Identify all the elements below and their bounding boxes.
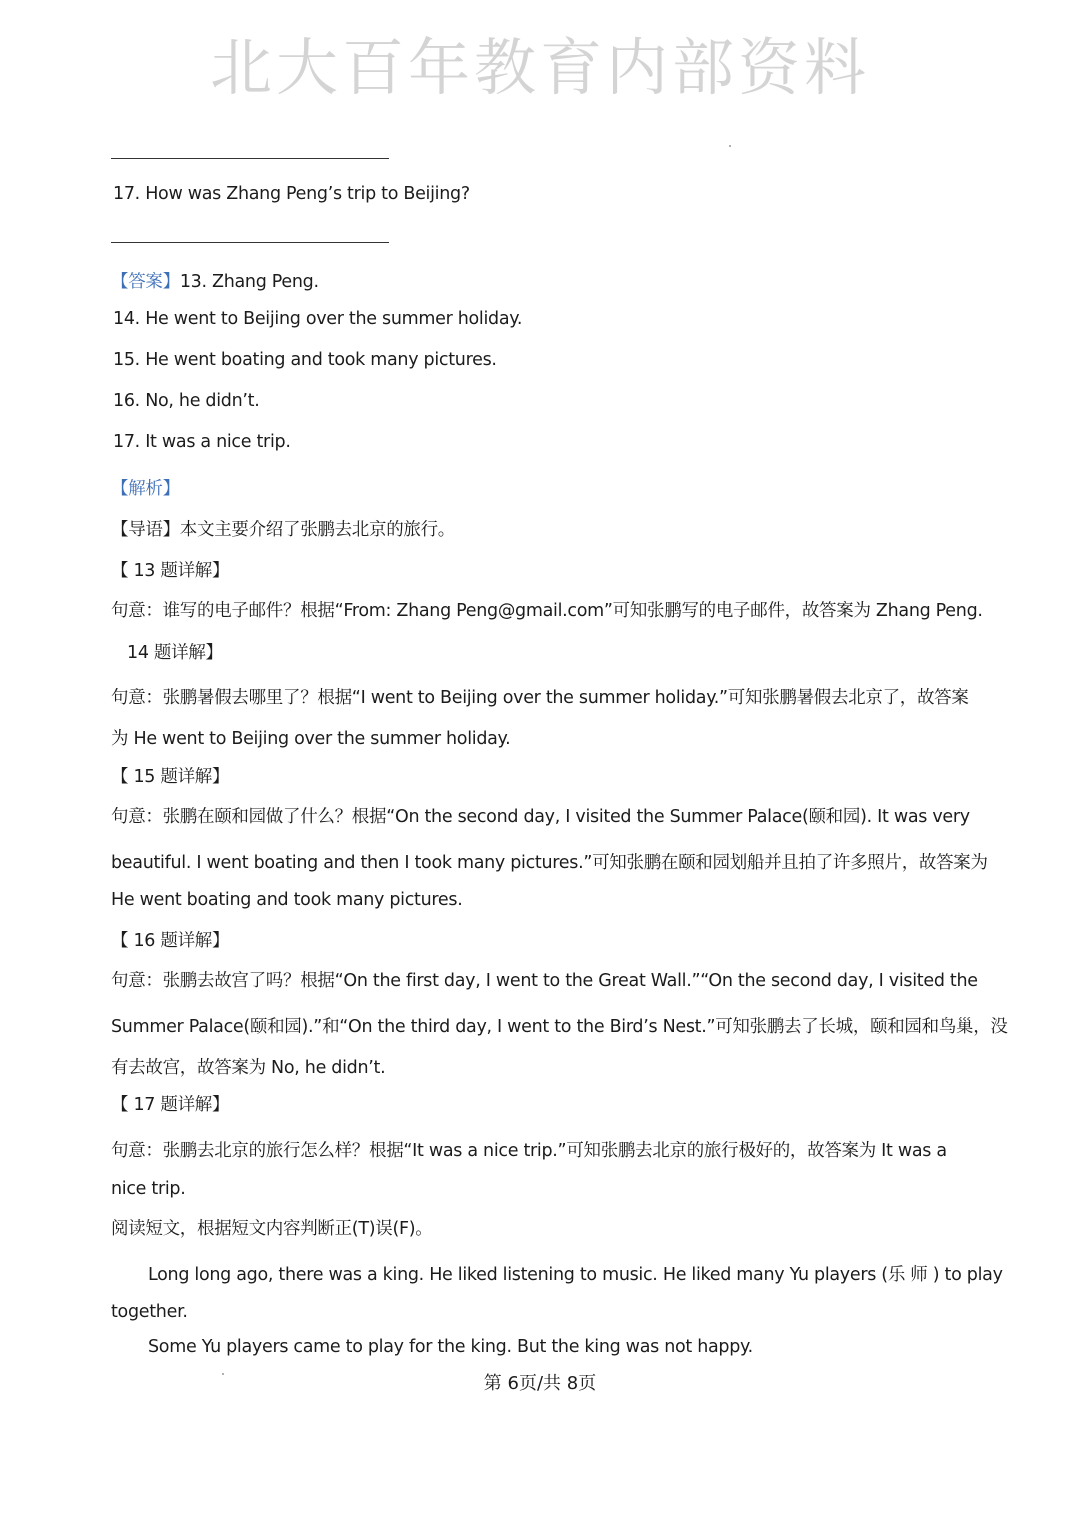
heading-17: 【 17 题详解】 (111, 1095, 230, 1115)
heading-14: 14 题详解】 (127, 643, 223, 663)
analysis-intro: 【导语】本文主要介绍了张鹏去北京的旅行。 (111, 520, 455, 540)
detail-14-line-2: 为 He went to Beijing over the summer holiday. (111, 729, 511, 749)
passage-p2: Some Yu players came to play for the king. But the king was not happy. (148, 1337, 753, 1357)
answer-17: 17. It was a nice trip. (113, 432, 291, 452)
answer-tag: 【答案】 (111, 272, 180, 292)
detail-16-line-3: 有去故宫，故答案为 No, he didn’t. (111, 1058, 386, 1078)
watermark: 北大百年教育内部资料 (209, 31, 870, 104)
question-17: 17. How was Zhang Peng’s trip to Beijing? (113, 184, 470, 204)
detail-16-line-1: 句意：张鹏去故宫了吗？根据“On the first day, I went to the Great Wall.”“On the second day, I visited the (111, 971, 978, 991)
detail-14-line-1: 句意：张鹏暑假去哪里了？根据“I went to Beijing over the summer holiday.”可知张鹏暑假去北京了，故答案 (111, 688, 969, 708)
reading-instruction: 阅读短文，根据短文内容判断正(T)误(F)。 (111, 1219, 433, 1239)
detail-15-line-2: beautiful. I went boating and then I took many pictures.”可知张鹏在颐和园划船并且拍了许多照片，故答案为 (111, 853, 988, 873)
detail-17-line-1: 句意：张鹏去北京的旅行怎么样？根据“It was a nice trip.”可知张鹏去北京的旅行极好的，故答案为 It was a (111, 1141, 947, 1161)
analysis-tag: 【解析】 (111, 479, 180, 499)
heading-15: 【 15 题详解】 (111, 767, 230, 787)
passage-p1-line-2: together. (111, 1302, 188, 1322)
detail-16-line-2: Summer Palace(颐和园).”和“On the third day, I went to the Bird’s Nest.”可知张鹏去了长城，颐和园和鸟巢，没 (111, 1017, 1008, 1037)
detail-17-line-2: nice trip. (111, 1179, 186, 1199)
answer-13-line (111, 268, 319, 293)
detail-13: 句意：谁写的电子邮件？根据“From: Zhang Peng@gmail.com”可知张鹏写的电子邮件，故答案为 Zhang Peng. (111, 601, 983, 621)
answer-blank-16 (111, 158, 389, 159)
scan-speck (729, 145, 731, 147)
heading-13: 【 13 题详解】 (111, 561, 230, 581)
heading-16: 【 16 题详解】 (111, 931, 230, 951)
detail-15-line-1: 句意：张鹏在颐和园做了什么？根据“On the second day, I visited the Summer Palace(颐和园). It was very (111, 807, 970, 827)
passage-p1-line-1: Long long ago, there was a king. He liked listening to music. He liked many Yu players (乐 师 ) to play (148, 1265, 1003, 1285)
answer-14: 14. He went to Beijing over the summer holiday. (113, 309, 523, 329)
answer-blank-17 (111, 242, 389, 243)
detail-15-line-3: He went boating and took many pictures. (111, 890, 463, 910)
answer-13: 13. Zhang Peng. (179, 272, 319, 292)
answer-15: 15. He went boating and took many pictures. (113, 350, 497, 370)
page-footer: 第 6页/共 8页 (483, 1373, 597, 1394)
answer-16: 16. No, he didn’t. (113, 391, 260, 411)
